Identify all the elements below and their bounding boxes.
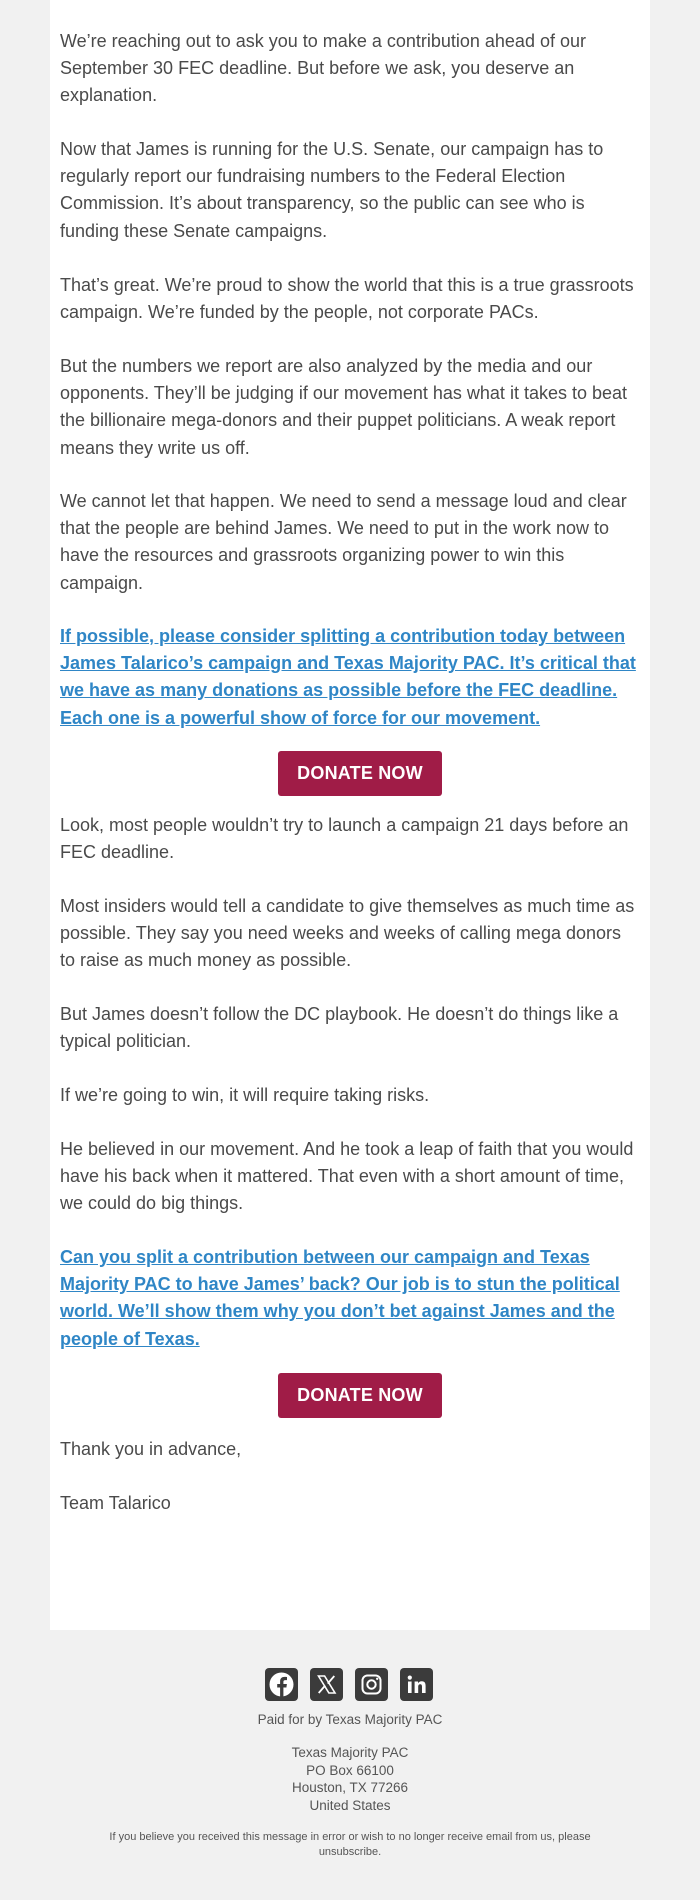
donate-link-paragraph-1[interactable] bbox=[60, 623, 640, 732]
paragraph-media-analysis: But the numbers we report are also analyzed by the media and our opponents. They’ll be judging if our movement has what it takes to beat the billionaire mega-donors and their puppet politicians. A weak report means they write us off. bbox=[60, 356, 628, 458]
paragraph-insiders: Most insiders would tell a candidate to give themselves as much time as possible. They say you need weeks and weeks of calling mega donors to raise as much money as possible. bbox=[60, 896, 635, 971]
paragraph-intro: We’re reaching out to ask you to make a contribution ahead of our September 30 FEC deadline. But before we ask, you deserve an explanation. bbox=[60, 31, 586, 106]
paragraph-grassroots: That’s great. We’re proud to show the world that this is a true grassroots campaign. We’re funded by the people, not corporate PACs. bbox=[60, 275, 634, 323]
social-icons bbox=[265, 1668, 435, 1702]
instagram-icon[interactable] bbox=[355, 1668, 388, 1701]
donate-link-paragraph-2[interactable] bbox=[60, 1244, 640, 1353]
paragraph-cannot-let-happen: We cannot let that happen. We need to send a message loud and clear that the people are behind James. We need to put in the work now to have the resources and grassroots organizing power to win this campaign. bbox=[60, 491, 627, 593]
paragraph-dc-playbook: But James doesn’t follow the DC playbook. He doesn’t do things like a typical politician. bbox=[60, 1004, 619, 1052]
paragraph-taking-risks: If we’re going to win, it will require taking risks. bbox=[60, 1085, 430, 1105]
unsubscribe-notice[interactable]: If you believe you received this message in error or wish to no longer receive email from us, please unsubscribe. bbox=[109, 1831, 591, 1858]
paragraph-launch-campaign: Look, most people wouldn’t try to launch a campaign 21 days before an FEC deadline. bbox=[60, 815, 629, 863]
x-icon[interactable] bbox=[310, 1668, 343, 1701]
address-line: Houston, TX 77266 bbox=[291, 1780, 409, 1795]
donate-now-button-2[interactable]: DONATE NOW bbox=[278, 1373, 442, 1418]
donate-link-2[interactable]: Can you split a contribution between our campaign and Texas Majority PAC to have James’ back? Our job is to stun the political world. We’ll show them why you don’t bet against James and the people of Texas. bbox=[60, 1247, 620, 1349]
donate-now-button-1[interactable]: DONATE NOW bbox=[278, 751, 442, 796]
facebook-icon[interactable] bbox=[265, 1668, 298, 1701]
paragraph-fec-reporting: Now that James is running for the U.S. Senate, our campaign has to regularly report our fundraising numbers to the Federal Election Commission. It’s about transparency, so the public can see who is funding these Senate campaigns. bbox=[60, 139, 604, 241]
address-line: United States bbox=[309, 1797, 391, 1813]
linkedin-icon[interactable] bbox=[400, 1668, 433, 1701]
email-card bbox=[50, 0, 650, 1630]
mailing-address bbox=[0, 1744, 700, 1814]
paid-for-disclaimer: Paid for by Texas Majority PAC bbox=[257, 1712, 443, 1727]
address-line: PO Box 66100 bbox=[306, 1762, 394, 1778]
signature: Team Talarico bbox=[60, 1493, 171, 1513]
address-line: Texas Majority PAC bbox=[291, 1745, 409, 1760]
donate-link-1[interactable]: If possible, please consider splitting a contribution today between James Talarico’s campaign and Texas Majority PAC. It’s critical that we have as many donations as possible before the FEC deadline. Each one is a powerful show of force for our movement. bbox=[60, 626, 636, 728]
closing-line: Thank you in advance, bbox=[60, 1439, 242, 1459]
paragraph-leap-of-faith: He believed in our movement. And he took a leap of faith that you would have his back when it mattered. That even with a short amount of time, we could do big things. bbox=[60, 1139, 634, 1214]
